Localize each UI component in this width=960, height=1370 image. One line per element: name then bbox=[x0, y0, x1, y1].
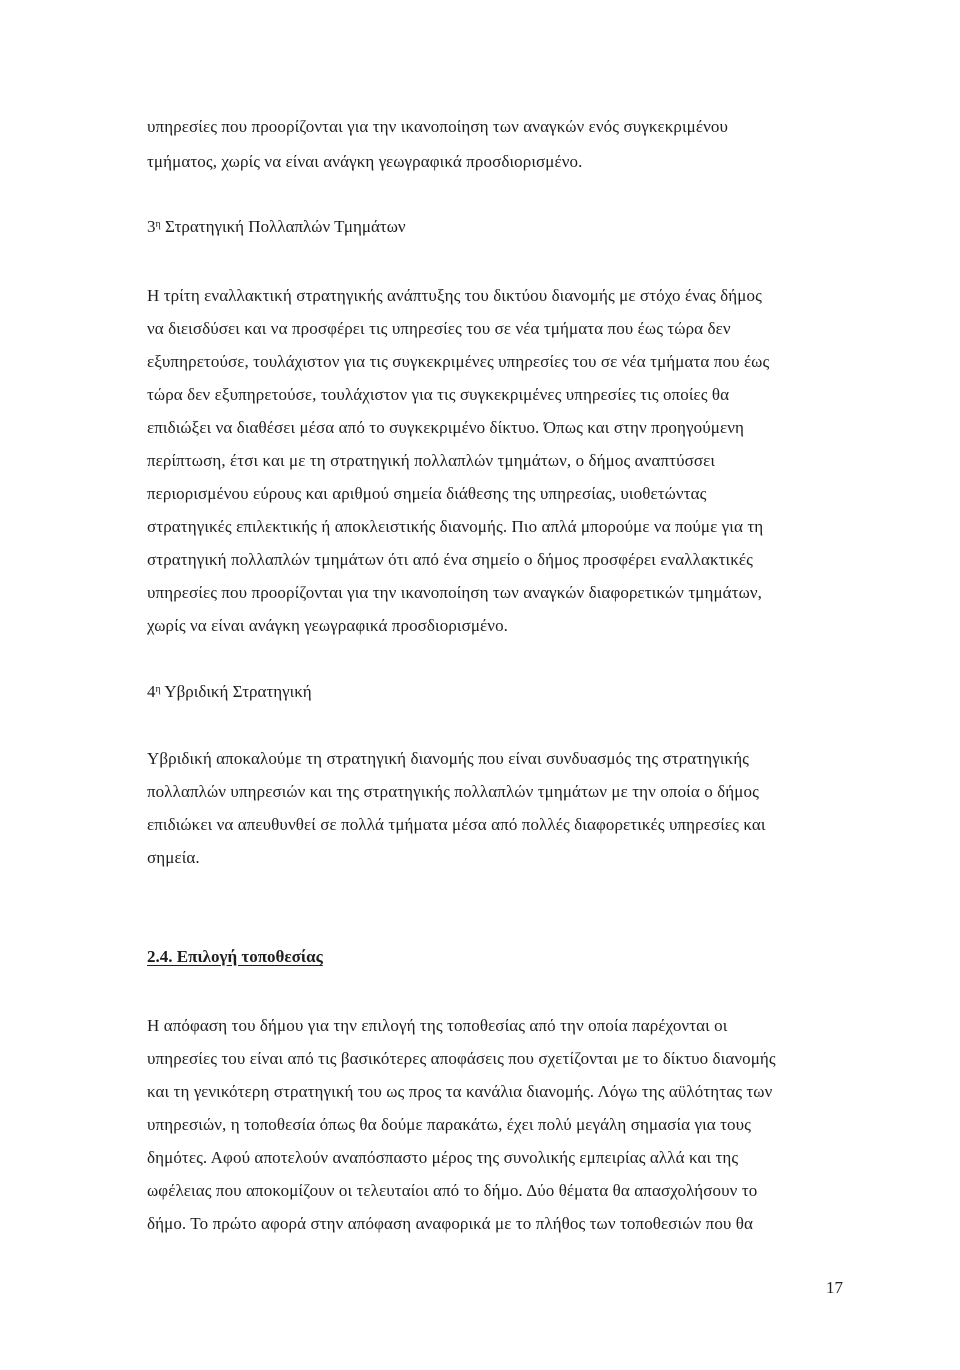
text-line: τμήματος, χωρίς να είναι ανάγκη γεωγραφικά προσδιορισμένο. bbox=[147, 152, 583, 171]
text-line: στρατηγικές επιλεκτικής ή αποκλειστικής διανομής. Πιο απλά μπορούμε να πούμε για τη bbox=[147, 517, 764, 536]
text-line: σημεία. bbox=[147, 848, 200, 867]
text-line: επιδιώξει να διαθέσει μέσα από το συγκεκριμένο δίκτυο. Όπως και στην προηγούμενη bbox=[147, 418, 744, 437]
subheading-hybrid-strategy bbox=[147, 682, 312, 702]
text-line: τώρα δεν εξυπηρετούσε, τουλάχιστον για τις συγκεκριμένες υπηρεσίες τις οποίες θα bbox=[147, 385, 730, 404]
text-line: υπηρεσίες που προορίζονται για την ικανοποίηση των αναγκών διαφορετικών τμημάτων, bbox=[147, 583, 763, 602]
text-line: Η τρίτη εναλλακτική στρατηγικής ανάπτυξης του δικτύου διανομής με στόχο ένας δήμος bbox=[147, 286, 762, 305]
text-line: περιορισμένου εύρους και αριθμού σημεία διάθεσης της υπηρεσίας, υιοθετώντας bbox=[147, 484, 707, 503]
heading-title: Στρατηγική Πολλαπλών Τμημάτων bbox=[160, 217, 406, 236]
text-line: πολλαπλών υπηρεσιών και της στρατηγικής πολλαπλών τμημάτων με την οποία ο δήμος bbox=[147, 782, 759, 801]
text-line: δήμο. Το πρώτο αφορά στην απόφαση αναφορικά με το πλήθος των τοποθεσιών που θα bbox=[147, 1214, 754, 1233]
text-line: χωρίς να είναι ανάγκη γεωγραφικά προσδιορισμένο. bbox=[147, 616, 509, 635]
heading-superscript: η bbox=[155, 684, 161, 695]
heading-number: 3 bbox=[147, 217, 156, 236]
text-line: επιδιώκει να απευθυνθεί σε πολλά τμήματα μέσα από πολλές διαφορετικές υπηρεσίες και bbox=[147, 815, 766, 834]
text-line: Υβριδική αποκαλούμε τη στρατηγική διανομής που είναι συνδυασμός της στρατηγικής bbox=[147, 749, 750, 768]
heading-superscript: η bbox=[155, 219, 161, 230]
heading-title: Υβριδική Στρατηγική bbox=[160, 682, 312, 701]
text-line: και τη γενικότερη στρατηγική του ως προς τα κανάλια διανομής. Λόγω της αϋλότητας των bbox=[147, 1082, 773, 1101]
heading-number: 4 bbox=[147, 682, 156, 701]
text-line: εξυπηρετούσε, τουλάχιστον για τις συγκεκριμένες υπηρεσίες του σε νέα τμήματα που έως bbox=[147, 352, 770, 371]
text-line: Η απόφαση του δήμου για την επιλογή της τοποθεσίας από την οποία παρέχονται οι bbox=[147, 1016, 728, 1035]
page-number: 17 bbox=[826, 1278, 843, 1297]
text-line: υπηρεσίες του είναι από τις βασικότερες αποφάσεις που σχετίζονται με το δίκτυο διανομής bbox=[147, 1049, 776, 1068]
text-line: περίπτωση, έτσι και με τη στρατηγική πολλαπλών τμημάτων, ο δήμος αναπτύσσει bbox=[147, 451, 716, 470]
text-line: δημότες. Αφού αποτελούν αναπόσπαστο μέρος της συνολικής εμπειρίας αλλά και της bbox=[147, 1148, 739, 1167]
text-line: υπηρεσιών, η τοποθεσία όπως θα δούμε παρακάτω, έχει πολύ μεγάλη σημασία για τους bbox=[147, 1115, 751, 1134]
text-line: στρατηγική πολλαπλών τμημάτων ότι από ένα σημείο ο δήμος προσφέρει εναλλακτικές bbox=[147, 550, 753, 569]
section-heading-location-choice: 2.4. Επιλογή τοποθεσίας bbox=[147, 947, 323, 966]
text-line: υπηρεσίες που προορίζονται για την ικανοποίηση των αναγκών ενός συγκεκριμένου bbox=[147, 117, 729, 136]
subheading-multi-segment-strategy bbox=[147, 217, 406, 237]
text-line: ωφέλειας που αποκομίζουν οι τελευταίοι από το δήμο. Δύο θέματα θα απασχολήσουν το bbox=[147, 1181, 758, 1200]
text-line: να διεισδύσει και να προσφέρει τις υπηρεσίες του σε νέα τμήματα που έως τώρα δεν bbox=[147, 319, 731, 338]
